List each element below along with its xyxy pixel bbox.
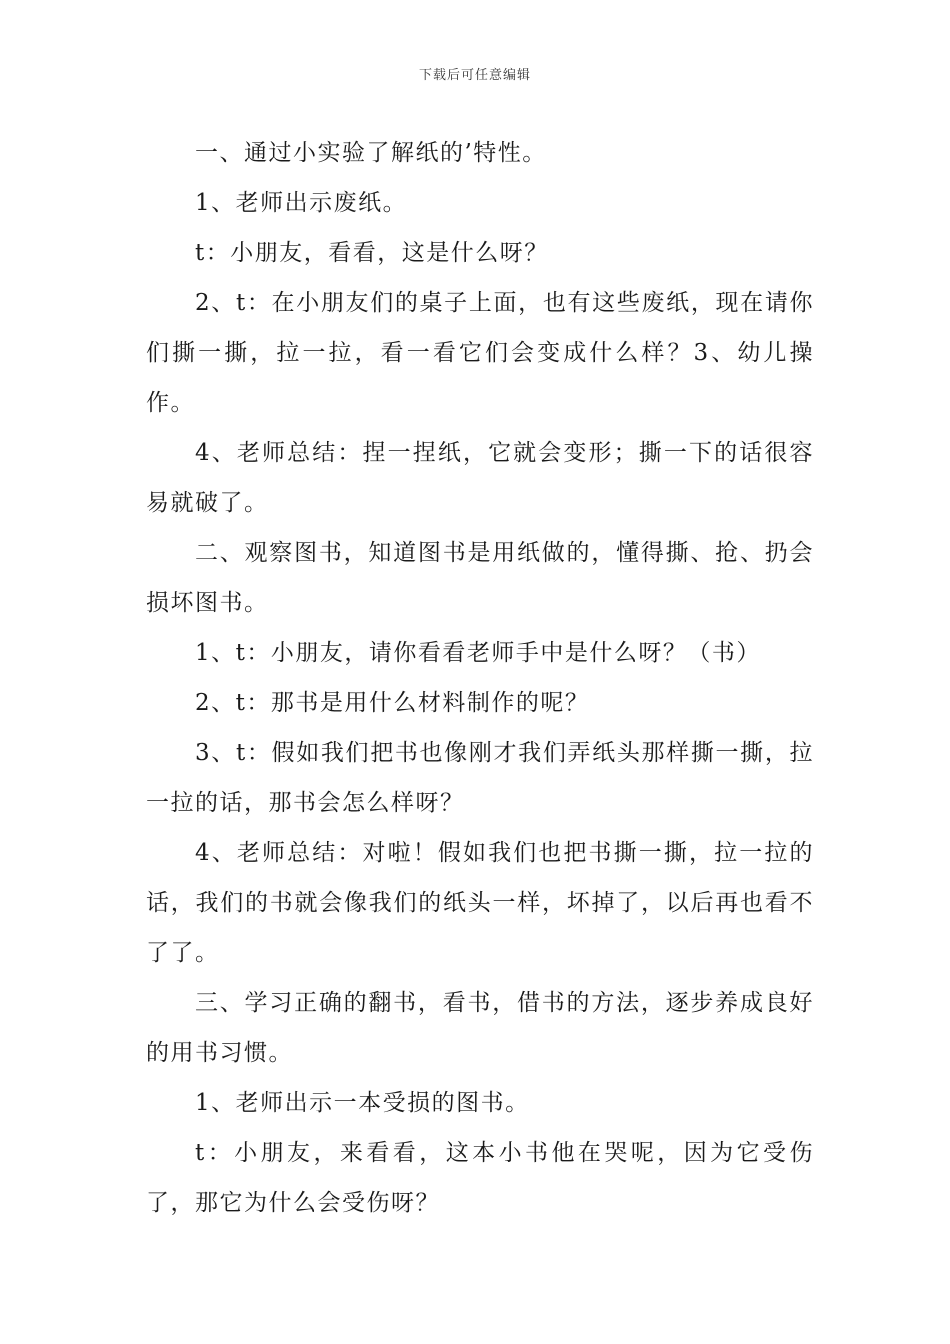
paragraph: 三、学习正确的翻书，看书，借书的方法，逐步养成良好的用书习惯。 — [146, 990, 814, 1066]
paragraph: t：小朋友，来看看，这本小书他在哭呢，因为它受伤了，那它为什么会受伤呀？ — [146, 1140, 814, 1216]
paragraph: 1、t：小朋友，请你看看老师手中是什么呀？（书） — [195, 640, 761, 666]
paragraph: 4、老师总结：捏一捏纸，它就会变形；撕一下的话很容易就破了。 — [146, 440, 814, 516]
paragraph: 3、t：假如我们把书也像刚才我们弄纸头那样撕一撕，拉一拉的话，那书会怎么样呀？ — [146, 740, 814, 816]
paragraph: 一、通过小实验了解纸的’特性。 — [195, 140, 547, 166]
document-body — [146, 128, 814, 1228]
paragraph: 2、t：在小朋友们的桌子上面，也有这些废纸，现在请你们撕一撕，拉一拉，看一看它们会变成什么样？3、幼儿操作。 — [146, 290, 814, 416]
paragraph: 4、老师总结：对啦！假如我们也把书撕一撕，拉一拉的话，我们的书就会像我们的纸头一样，坏掉了，以后再也看不了了。 — [146, 840, 814, 966]
paragraph: 1、老师出示废纸。 — [195, 190, 408, 216]
paragraph: t：小朋友，看看，这是什么呀？ — [195, 240, 549, 266]
paragraph: 二、观察图书，知道图书是用纸做的，懂得撕、抢、扔会损坏图书。 — [146, 540, 814, 616]
paragraph: 2、t：那书是用什么材料制作的呢？ — [195, 690, 590, 716]
header-note: 下载后可任意编辑 — [418, 68, 531, 83]
paragraph: 1、老师出示一本受损的图书。 — [195, 1090, 530, 1116]
